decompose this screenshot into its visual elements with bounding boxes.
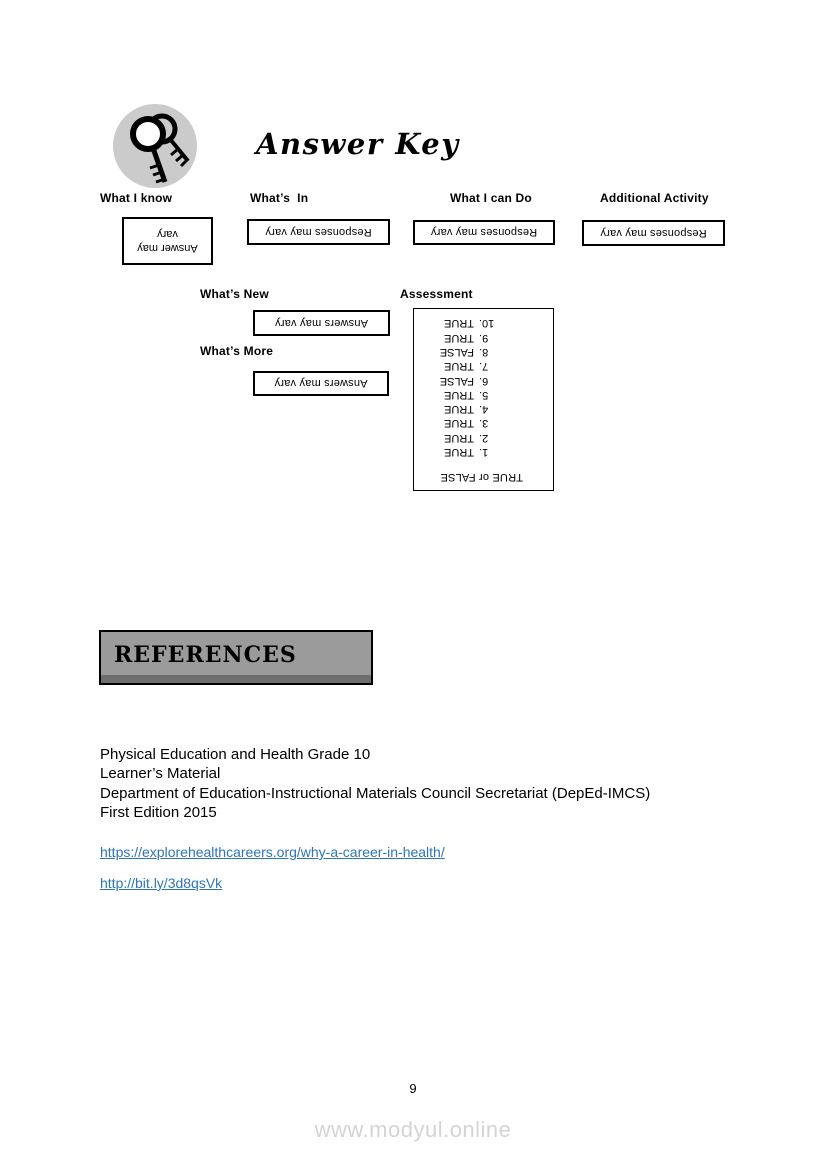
assessment-answers: [414, 309, 553, 490]
answer-box-text: Answers may vary: [274, 317, 369, 329]
answer-value: TRUE: [444, 446, 474, 458]
answer-box-whats-more: [253, 371, 389, 396]
answer-box-whats-new: [253, 310, 390, 336]
watermark: www.modyul.online: [314, 1117, 512, 1142]
answer-box-text: Responses may vary: [265, 226, 372, 238]
assessment-answer-row: [414, 345, 553, 359]
references-box-shadow-strip: [101, 675, 371, 683]
section-header-whats-more: What’s More: [200, 344, 274, 358]
assessment-answer-row: [414, 430, 553, 444]
answer-value: TRUE: [444, 417, 474, 430]
assessment-answer-row: [414, 359, 553, 373]
answer-box-assessment: [413, 308, 554, 491]
reference-link-explorehealthcareers[interactable]: https://explorehealthcareers.org/why-a-career-in-health/: [100, 844, 445, 860]
page-title: Answer Key: [256, 127, 460, 161]
key-icon: [112, 103, 198, 189]
assessment-answer-row: [414, 330, 553, 344]
answer-number: 2.: [479, 431, 489, 444]
answer-box-text: Answers may vary: [274, 377, 368, 390]
answer-number: 7.: [479, 360, 489, 373]
answer-number: 10.: [479, 317, 495, 330]
answer-number: 3.: [479, 417, 489, 430]
answer-number: 8.: [479, 345, 489, 358]
answer-value: TRUE: [444, 403, 474, 416]
reference-line: Department of Education-Instructional Materials Council Secretariat (DepEd-IMCS): [100, 784, 651, 802]
page-number: 9: [409, 1081, 417, 1096]
reference-line: Physical Education and Health Grade 10: [100, 746, 371, 763]
answer-number: 9.: [479, 331, 489, 344]
answer-box-text: Responses may vary: [600, 227, 707, 239]
reference-link-bitly[interactable]: http://bit.ly/3d8qsVk: [100, 875, 223, 891]
answer-value: TRUE: [444, 388, 474, 401]
section-header-additional-activity: Additional Activity: [600, 191, 709, 205]
answer-number: 4.: [479, 403, 489, 416]
answer-value: TRUE: [444, 431, 474, 444]
section-header-what-i-know: What I know: [100, 191, 173, 205]
reference-line: First Edition 2015: [100, 803, 217, 821]
answer-value: TRUE: [444, 331, 474, 344]
assessment-answer-row: [414, 373, 553, 387]
answer-number: 1.: [479, 446, 489, 458]
reference-line: Learner’s Material: [100, 765, 221, 783]
references-text: [100, 745, 650, 822]
answer-box-text: Responses may vary: [430, 226, 538, 239]
answer-box-what-i-can-do: [413, 220, 555, 245]
assessment-answer-row: [414, 416, 553, 430]
answer-box-additional-activity: [582, 220, 725, 246]
assessment-answer-row: [414, 388, 553, 402]
section-header-assessment: Assessment: [400, 287, 473, 301]
section-header-whats-new: What’s New: [200, 287, 269, 301]
references-heading: REFERENCES: [114, 642, 297, 668]
answer-value: TRUE: [444, 317, 474, 330]
answer-box-whats-in: [247, 219, 390, 245]
section-header-whats-in: What’s In: [250, 191, 309, 205]
assessment-box-title: TRUE or FALSE: [440, 471, 523, 483]
answer-number: 6.: [479, 374, 489, 387]
assessment-answer-row: [414, 402, 553, 416]
assessment-answer-row: [414, 316, 553, 330]
answer-number: 5.: [479, 388, 489, 401]
answer-value: TRUE: [444, 360, 474, 373]
references-heading-box: [99, 630, 373, 685]
assessment-answer-row: [414, 445, 553, 459]
answer-box-what-i-know: [122, 217, 213, 265]
answer-value: FALSE: [439, 345, 474, 358]
section-header-what-i-can-do: What I can Do: [450, 191, 532, 205]
answer-box-text: Answer may vary: [137, 228, 198, 254]
answer-value: FALSE: [439, 374, 474, 387]
